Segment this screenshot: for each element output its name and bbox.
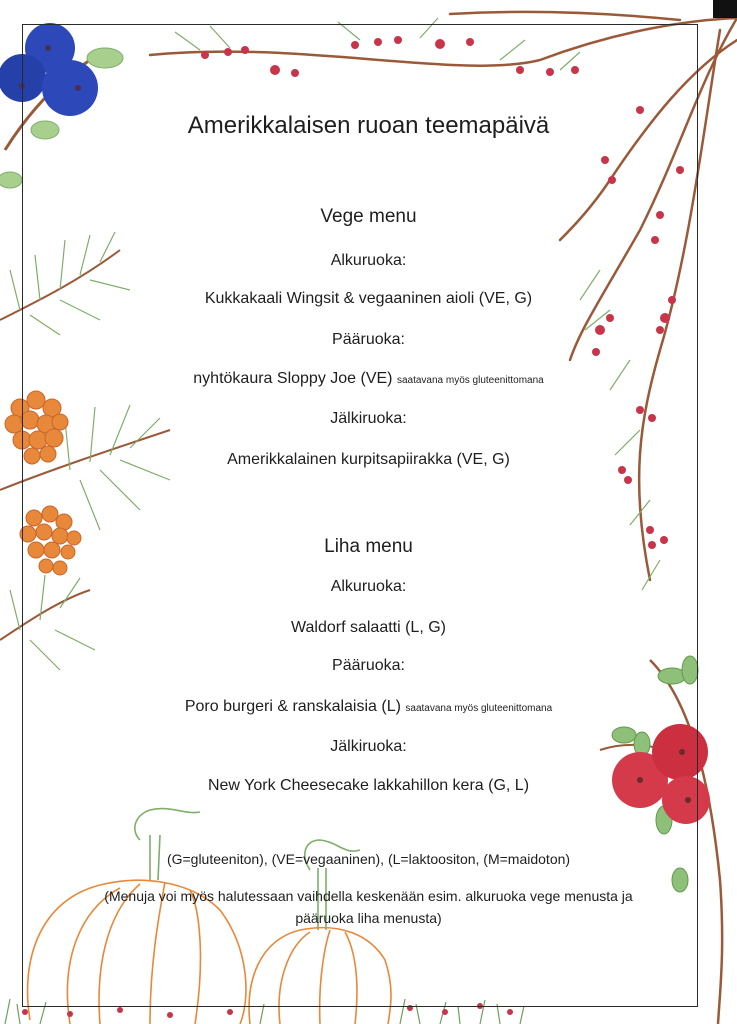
vege-main-label: Pääruoka: — [332, 331, 405, 348]
vege-main-dish: nyhtökaura Sloppy Joe (VE) — [193, 370, 393, 387]
menu-swap-note-line2: pääruoka liha menusta) — [295, 910, 442, 926]
meat-main-item — [0, 698, 737, 716]
menu-swap-note-line1: (Menuja voi myös halutessaan vaihdella keskenään esim. alkuruoka vege menusta ja — [104, 888, 633, 904]
meat-dessert-label: Jälkiruoka: — [330, 738, 407, 755]
meat-dessert-item: New York Cheesecake lakkahillon kera (G, L) — [207, 777, 530, 794]
vege-starter-item: Kukkakaali Wingsit & vegaaninen aioli (VE, G) — [204, 290, 533, 307]
vege-dessert-item: Amerikkalainen kurpitsapiirakka (VE, G) — [227, 451, 510, 468]
meat-main-dish: Poro burgeri & ranskalaisia (L) — [184, 698, 401, 715]
vege-starter-label: Alkuruoka: — [330, 252, 407, 269]
meat-main-label: Pääruoka: — [332, 657, 405, 674]
scan-corner-mark — [713, 0, 737, 18]
page-title: Amerikkalaisen ruoan teemapäivä — [187, 112, 550, 139]
meat-starter-item: Waldorf salaatti (L, G) — [290, 619, 446, 636]
meat-menu-heading: Liha menu — [324, 536, 413, 557]
vege-dessert-label: Jälkiruoka: — [330, 410, 407, 427]
vege-main-item — [0, 370, 737, 388]
diet-legend: (G=gluteeniton), (VE=vegaaninen), (L=laktoositon, (M=maidoton) — [166, 851, 571, 867]
vege-menu-heading: Vege menu — [320, 206, 417, 227]
meat-starter-label: Alkuruoka: — [330, 578, 407, 595]
meat-main-gluten-note: saatavana myös gluteenittomana — [405, 703, 553, 714]
vege-main-gluten-note: saatavana myös gluteenittomana — [396, 375, 544, 386]
menu-swap-note — [60, 885, 677, 929]
